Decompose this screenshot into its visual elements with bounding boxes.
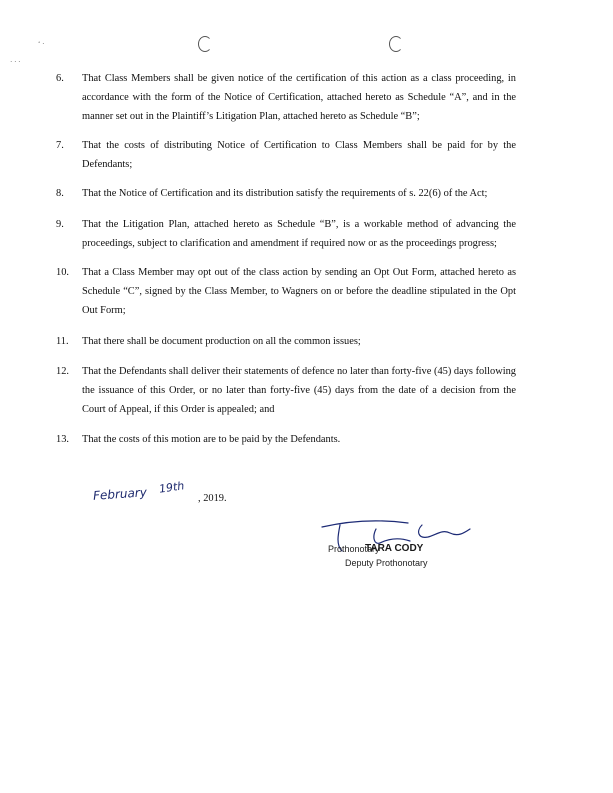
clause-12 [56,362,516,422]
date-year: , 2019. [198,493,227,504]
clause-13 [56,430,516,450]
clause-6 [56,69,516,129]
clause-text: That Class Members shall be given notice of the certification of this action as a class proceeding, in accordance with the form of the Notice of Certification, attached hereto as Schedule “A”, and in the manner set out in the Plaintiff’s Litigation Plan, attached hereto as Schedule “B”; [82,73,516,122]
clause-number: 12. [56,366,69,377]
clause-number: 13. [56,434,69,445]
punch-hole-mark [389,36,403,52]
clause-number: 9. [56,219,64,230]
clause-11 [56,332,516,352]
scan-speck: ‘ · [38,40,45,48]
clause-9 [56,215,516,255]
handwritten-month: February [92,485,148,503]
clause-text: That the Defendants shall deliver their statements of defence no later than forty-five (45) days following the issuance of this Order, or no later than forty-five (45) days from the date of a decision from the Court of Appeal, if this Order is appealed; and [82,366,516,415]
order-date [92,479,243,523]
signature-deputy-title: Deputy Prothonotary [345,558,428,568]
clause-text: That the costs of distributing Notice of Certification to Class Members shall be paid for by the Defendants; [82,140,516,170]
clause-text: That a Class Member may opt out of the class action by sending an Opt Out Form, attached hereto as Schedule “C”, signed by the Class Member, to Wagners on or before the deadline stipulated in the Opt Out Form; [82,267,516,316]
clause-text: That the Litigation Plan, attached hereto as Schedule “B”, is a workable method of advancing the proceedings, subject to clarification and amendment if required now or as the proceedings progress; [82,219,516,249]
signature-title: Prothonotary [328,544,380,554]
clause-10 [56,263,516,323]
punch-hole-mark [198,36,212,52]
clause-number: 7. [56,140,64,151]
signature-stamped-name: TARA CODY [365,543,424,554]
clause-number: 10. [56,267,69,278]
handwritten-day: 19th [158,479,186,496]
clause-text: That the Notice of Certification and its distribution satisfy the requirements of s. 22(6) of the Act; [82,188,488,199]
clause-text: That there shall be document production on all the common issues; [82,336,361,347]
clause-8 [56,184,516,204]
clause-7 [56,136,516,176]
clause-number: 6. [56,73,64,84]
clause-number: 8. [56,188,64,199]
clause-text: That the costs of this motion are to be paid by the Defendants. [82,434,341,445]
scan-speck: · · · [10,58,21,66]
clause-number: 11. [56,336,69,347]
